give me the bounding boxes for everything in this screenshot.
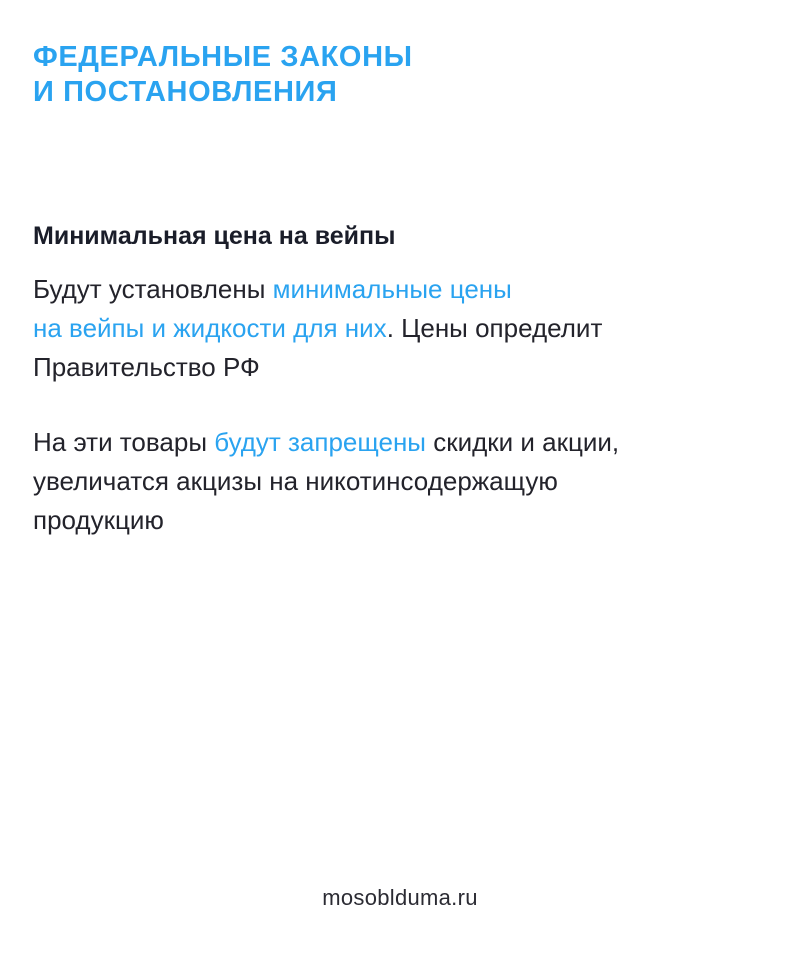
paragraph-1-line-3: Правительство РФ	[33, 352, 260, 382]
paragraph-2-line-3: продукцию	[33, 505, 164, 535]
paragraph-1-highlight: минимальные цены	[272, 274, 512, 304]
paragraph-1-line-2	[33, 309, 773, 348]
paragraph-1-text-cont: . Цены определит	[386, 313, 603, 343]
paragraph-2-line-1	[33, 423, 773, 462]
paragraph-2-highlight: будут запрещены	[214, 427, 426, 457]
paragraph-minimum-prices	[33, 270, 773, 387]
header-line-2: И ПОСТАНОВЛЕНИЯ	[33, 76, 338, 108]
page-header	[33, 40, 413, 110]
section-title: Минимальная цена на вейпы	[33, 222, 396, 250]
footer-site: mosoblduma.ru	[322, 885, 478, 910]
paragraph-2-text-after: скидки и акции,	[426, 427, 620, 457]
paragraph-ban-discounts	[33, 423, 773, 540]
paragraph-2-line-2: увеличатся акцизы на никотинсодержащую	[33, 466, 558, 496]
paragraph-1-line-1	[33, 270, 773, 309]
paragraph-1-text: Будут установлены	[33, 274, 273, 304]
header-line-1: ФЕДЕРАЛЬНЫЕ ЗАКОНЫ	[33, 41, 413, 73]
paragraph-2-text: На эти товары	[33, 427, 215, 457]
paragraph-1-highlight-cont: на вейпы и жидкости для них	[33, 313, 387, 343]
